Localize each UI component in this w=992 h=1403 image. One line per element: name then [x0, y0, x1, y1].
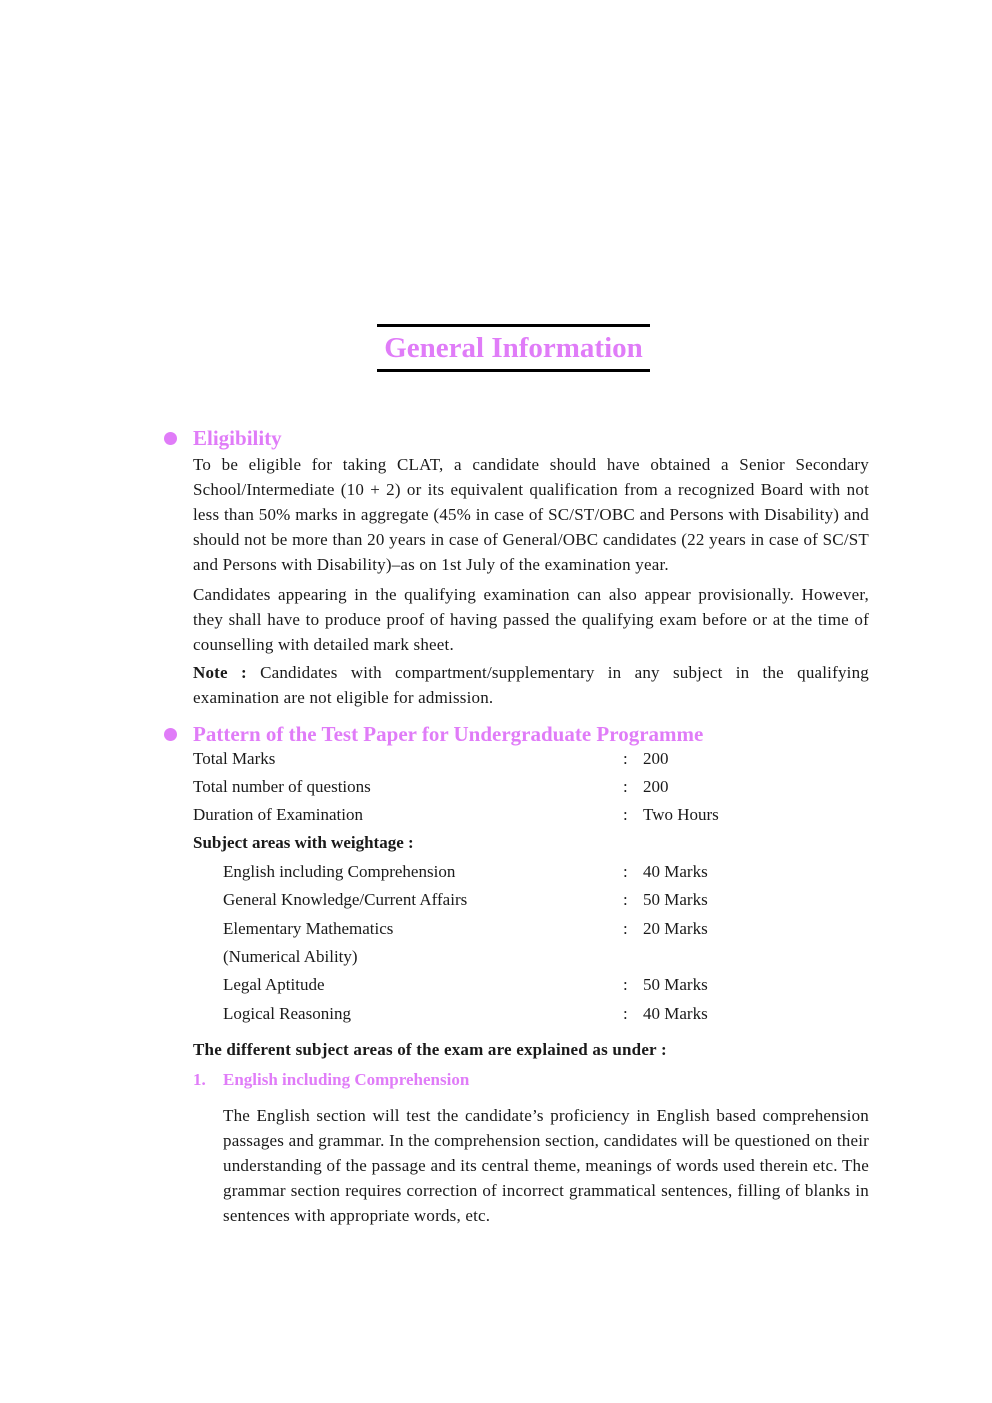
table-row: [193, 775, 893, 803]
row-value: 20 Marks: [643, 919, 708, 938]
row-label: Legal Aptitude: [223, 975, 325, 994]
eligibility-heading: Eligibility: [193, 426, 282, 450]
note-label: Note :: [193, 663, 247, 682]
table-row: [193, 803, 893, 831]
table-row: [193, 973, 893, 1001]
row-label: Total number of questions: [193, 777, 371, 796]
note-text: Candidates with compartment/supplementary in any subject in the qualifying examination are not eligible for admission.: [193, 663, 869, 707]
row-colon: :: [623, 805, 628, 824]
row-value: 50 Marks: [643, 890, 708, 909]
row-label: English including Comprehension: [223, 862, 456, 881]
row-label: General Knowledge/Current Affairs: [223, 890, 468, 909]
bullet-icon: [164, 728, 177, 741]
pattern-heading: Pattern of the Test Paper for Undergraduate Programme: [193, 722, 704, 746]
row-label: Subject areas with weightage :: [193, 833, 414, 852]
row-colon: :: [623, 862, 628, 881]
row-label: Duration of Examination: [193, 805, 363, 824]
row-value: 200: [643, 777, 669, 796]
table-row: [193, 888, 893, 916]
row-label: (Numerical Ability): [223, 947, 358, 966]
section-number: 1.: [193, 1070, 206, 1089]
row-label: Logical Reasoning: [223, 1004, 351, 1023]
row-label: Total Marks: [193, 749, 276, 768]
section-1-heading: [193, 1070, 469, 1090]
row-colon: :: [623, 777, 628, 796]
explained-heading: The different subject areas of the exam are explained as under :: [193, 1040, 667, 1059]
row-colon: :: [623, 919, 628, 938]
row-value: Two Hours: [643, 805, 719, 824]
row-colon: :: [623, 749, 628, 768]
row-label: Elementary Mathematics: [223, 919, 394, 938]
page-title: General Information: [384, 332, 643, 364]
section-1-text: The English section will test the candidate’s proficiency in English based comprehension passages and grammar. In the comprehension section, candidates will be questioned on their understanding of the passage and its central theme, meanings of words used therein etc. The grammar section requires correction of incorrect grammatical sentences, filling of blanks in sentences with appropriate words, etc.: [223, 1106, 869, 1225]
table-row: [193, 747, 893, 775]
note-paragraph: [193, 660, 869, 710]
section-title: English including Comprehension: [223, 1070, 470, 1089]
row-colon: :: [623, 975, 628, 994]
table-row: [193, 831, 893, 859]
page-title-box: [377, 324, 650, 372]
row-colon: :: [623, 1004, 628, 1023]
provisional-paragraph: Candidates appearing in the qualifying examination can also appear provisionally. However, they shall have to produce proof of having passed the qualifying exam before or at the time of counselling with detailed mark sheet.: [193, 585, 869, 654]
row-value: 200: [643, 749, 669, 768]
row-value: 50 Marks: [643, 975, 708, 994]
table-row: [193, 945, 893, 973]
eligibility-paragraph: To be eligible for taking CLAT, a candidate should have obtained a Senior Secondary School/Intermediate (10 + 2) or its equivalent qualification from a recognized Board with not less than 50% marks in aggregate (45% in case of SC/ST/OBC and Persons with Disability) and should not be more than 20 years in case of General/OBC candidates (22 years in case of SC/ST and Persons with Disability)–as on 1st July of the examination year.: [193, 455, 869, 574]
table-row: [193, 1002, 893, 1030]
bullet-icon: [164, 432, 177, 445]
row-value: 40 Marks: [643, 1004, 708, 1023]
table-row: [193, 860, 893, 888]
row-value: 40 Marks: [643, 862, 708, 881]
table-row: [193, 917, 893, 945]
row-colon: :: [623, 890, 628, 909]
